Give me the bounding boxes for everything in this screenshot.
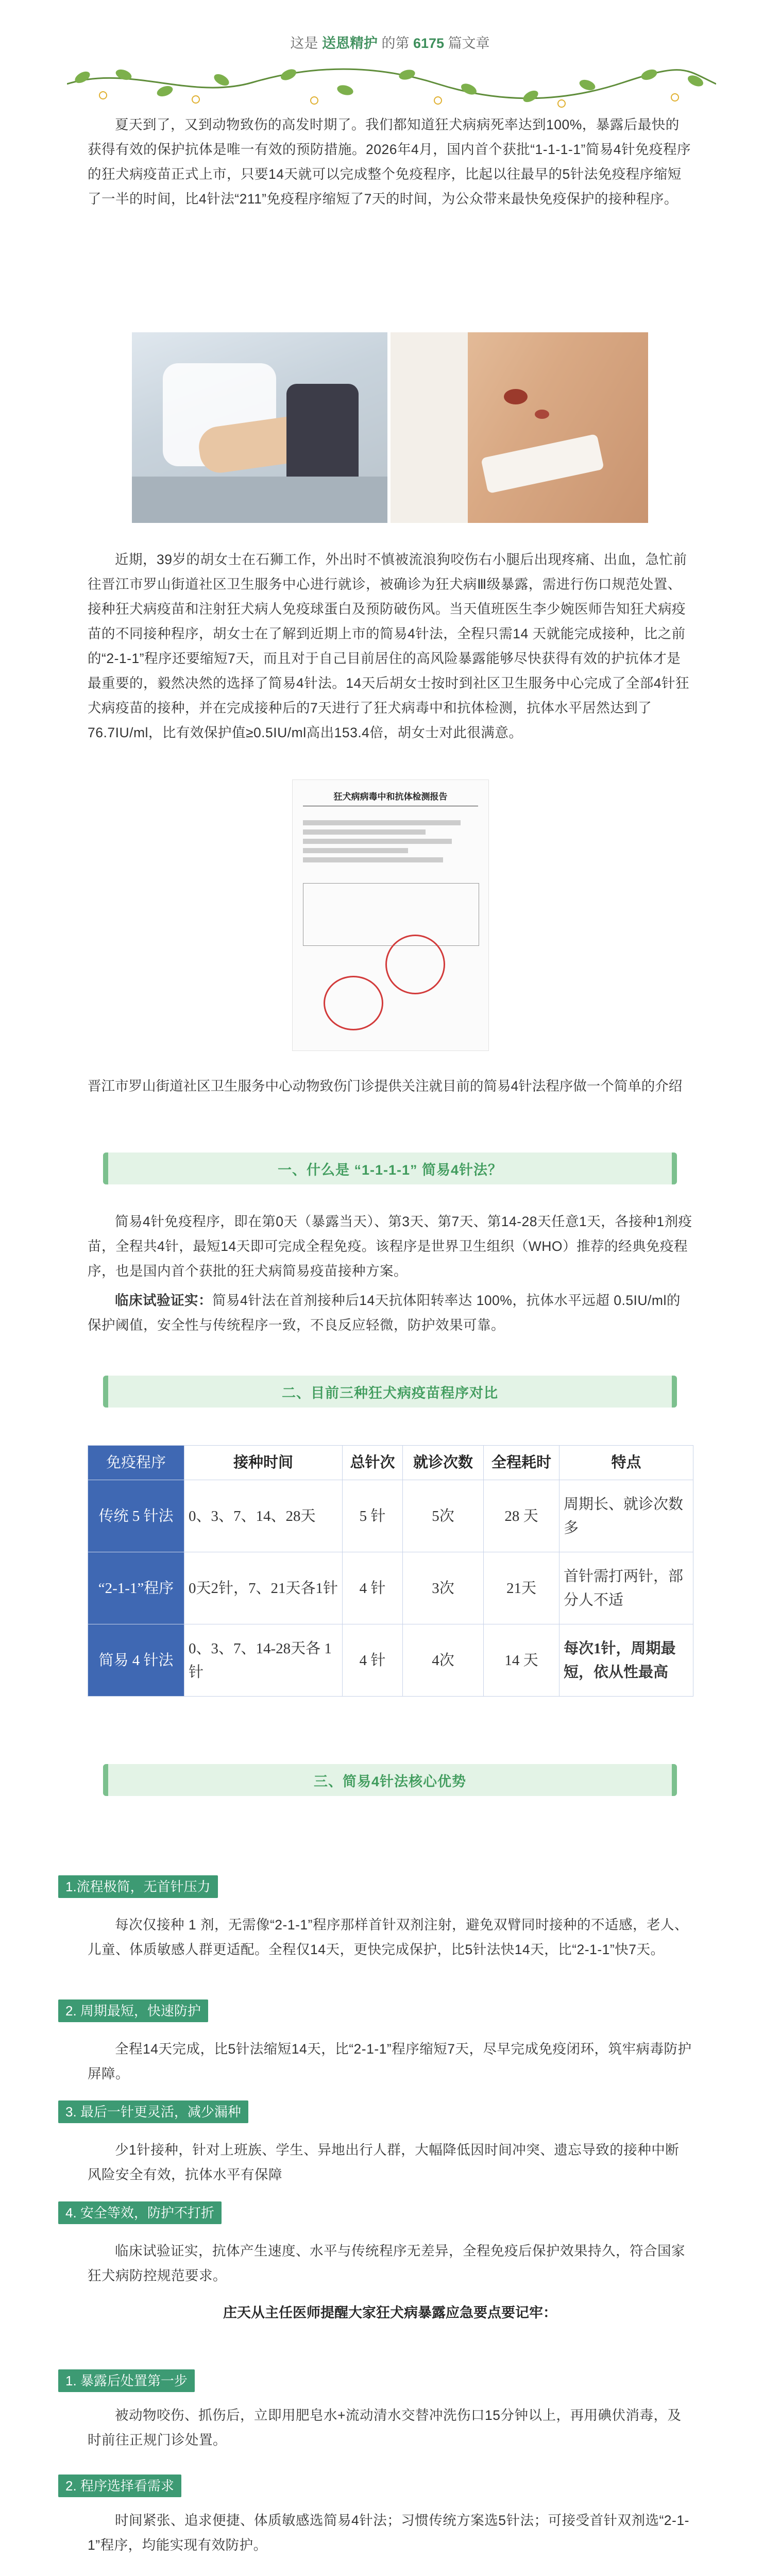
cell-time: 0、3、7、14、28天 [184, 1480, 343, 1552]
section1-header [103, 1153, 677, 1184]
cell-total: 4 针 [343, 1552, 403, 1624]
cell-visits: 4次 [403, 1624, 484, 1697]
table-header: 特点 [559, 1446, 693, 1480]
table-header: 就诊次数 [403, 1446, 484, 1480]
photo-bite-wound [391, 332, 648, 523]
report-title: 狂犬病病毒中和抗体检测报告 [333, 792, 448, 802]
section3-header [103, 1764, 677, 1796]
section2-header [103, 1376, 677, 1408]
advantage-label: 2. 周期最短，快速防护 [58, 1999, 208, 2022]
advice-heading: 庄天从主任医师提醒大家狂犬病暴露应急要点要记牢： [223, 2305, 557, 2320]
trial-label: 临床试验证实： [115, 1293, 212, 1308]
advice-text: 被动物咬伤、抓伤后，立即用肥皂水+流动清水交替冲洗伤口15分钟以上，再用碘伏消毒，及时前往正规门诊处置。 [88, 2408, 682, 2448]
schedule-comparison-table [88, 1445, 693, 1697]
cell-duration: 14 天 [484, 1624, 559, 1697]
photo-patient-arm [132, 332, 387, 523]
section2-title: 二、目前三种狂犬病疫苗程序对比 [282, 1385, 498, 1401]
antibody-report-image [292, 779, 489, 1051]
table-header: 接种时间 [184, 1446, 343, 1480]
cell-feature: 首针需打两针，部分人不适 [559, 1552, 693, 1624]
cell-visits: 3次 [403, 1552, 484, 1624]
table-row [88, 1552, 693, 1624]
cell-total: 5 针 [343, 1480, 403, 1552]
table-row [88, 1624, 693, 1697]
advantage-text: 少1针接种，针对上班族、学生、异地出行人群，大幅降低因时间冲突、遗忘导致的接种中断风险安全有效，抗体水平有保障 [88, 2142, 680, 2182]
article-counter: 这是 送恩精护 的第 6175 篇文章 [290, 36, 490, 51]
section1-title: 一、什么是 “1-1-1-1” 简易4针法？ [277, 1162, 503, 1178]
cell-time: 0天2针，7、21天各1针 [184, 1552, 343, 1624]
table-header-row [88, 1446, 693, 1480]
row-name: 简易 4 针法 [88, 1624, 184, 1697]
advice-label: 2. 程序选择看需求 [58, 2475, 181, 2497]
cell-visits: 5次 [403, 1480, 484, 1552]
section1-paragraph: 简易4针免疫程序，即在第0天（暴露当天）、第3天、第7天、第14-28天任意1天，各接种1剂疫苗，全程共4针，最短14天即可完成全程免疫。该程序是世界卫生组织（WHO）推荐的经典免疫程序，也是国内首个获批的狂犬病简易疫苗接种方案。 [88, 1214, 692, 1279]
advantage-label: 3. 最后一针更灵活，减少漏种 [58, 2100, 248, 2123]
account-link[interactable]: 送恩精护 [321, 36, 378, 51]
row-name: 传统 5 针法 [88, 1480, 184, 1552]
case-paragraph: 近期，39岁的胡女士在石狮工作，外出时不慎被流浪狗咬伤右小腿后出现疼痛、出血，急忙前往晋江市罗山街道社区卫生服务中心进行就诊，被确诊为狂犬病Ⅲ级暴露，需进行伤口规范处置、接种狂犬病疫苗和注射狂犬病人免疫球蛋白及预防破伤风。当天值班医生李少婉医师告知狂犬病疫苗的不同接种程序，胡女士在了解到近期上市的简易4针法，全程只需14 天就能完成接种，比之前的“2-1-1”程序还要缩短7天，而且对于自己目前居住的高风险暴露能够尽快获得有效的护抗体才是最重要的，毅然决然的选择了简易4针法。14天后胡女士按时到社区卫生服务中心完成了全部4针狂犬病疫苗的接种，并在完成接种后的7天进行了狂犬病毒中和抗体检测，抗体水平居然达到了76.7IU/ml，比有效保护值≥0.5IU/ml高出153.4倍，胡女士对此很满意。 [88, 552, 689, 740]
advantage-text: 每次仅接种 1 剂，无需像“2-1-1”程序那样首针双剂注射，避免双臂同时接种的不适感，老人、儿童、体质敏感人群更适配。全程仅14天，更快完成保护，比5针法快14天，比“2-1-1”快7天。 [88, 1917, 688, 1957]
intro-paragraph: 夏天到了，又到动物致伤的高发时期了。我们都知道狂犬病病死率达到100%，暴露后最快的获得有效的保护抗体是唯一有效的预防措施。2026年4月，国内首个获批“1-1-1-1”简易4针免疫程序的狂犬病疫苗正式上市，只要14天就可以完成整个免疫程序，比起以往最早的5针法免疫程序缩短了一半的时间，比4针法“211”免疫程序缩短了7天的时间，为公众带来最快免疫保护的接种程序。 [88, 117, 691, 207]
section3-title: 三、简易4针法核心优势 [313, 1773, 467, 1789]
advice-text: 时间紧张、追求便捷、体质敏感选简易4针法；习惯传统方案选5针法；可接受首针双剂选“2-1-1”程序，均能实现有效防护。 [88, 2513, 689, 2553]
cell-time: 0、3、7、14-28天各 1 针 [184, 1624, 343, 1697]
table-header: 全程耗时 [484, 1446, 559, 1480]
section1-trial-paragraph: 临床试验证实：简易4针法在首剂接种后14天抗体阳转率达 100%，抗体水平远超 0.5IU/ml的保护阈值，安全性与传统程序一致，不良反应轻微，防护效果可靠。 [88, 1293, 681, 1333]
cell-feature: 周期长、就诊次数多 [559, 1480, 693, 1552]
table-header: 总针次 [343, 1446, 403, 1480]
advantage-text: 临床试验证实，抗体产生速度、水平与传统程序无差异，全程免疫后保护效果持久，符合国家狂犬病防控规范要求。 [88, 2243, 685, 2283]
cell-feature: 每次1针，周期最短，依从性最高 [559, 1624, 693, 1697]
report-caption: 晋江市罗山街道社区卫生服务中心动物致伤门诊提供关注就目前的简易4针法程序做一个简单的介绍 [88, 1078, 683, 1094]
advantage-text: 全程14天完成，比5针法缩短14天，比“2-1-1”程序缩短7天，尽早完成免疫闭环，筑牢病毒防护屏障。 [88, 2041, 692, 2081]
vine-decoration [67, 59, 716, 116]
cell-duration: 28 天 [484, 1480, 559, 1552]
row-name: “2-1-1”程序 [88, 1552, 184, 1624]
table-row [88, 1480, 693, 1552]
advantage-label: 1.流程极简，无首针压力 [58, 1875, 218, 1898]
advantage-label: 4. 安全等效，防护不打折 [58, 2201, 222, 2224]
cell-duration: 21天 [484, 1552, 559, 1624]
cell-total: 4 针 [343, 1624, 403, 1697]
advice-label: 1. 暴露后处置第一步 [58, 2369, 195, 2392]
table-header: 免疫程序 [88, 1446, 184, 1480]
